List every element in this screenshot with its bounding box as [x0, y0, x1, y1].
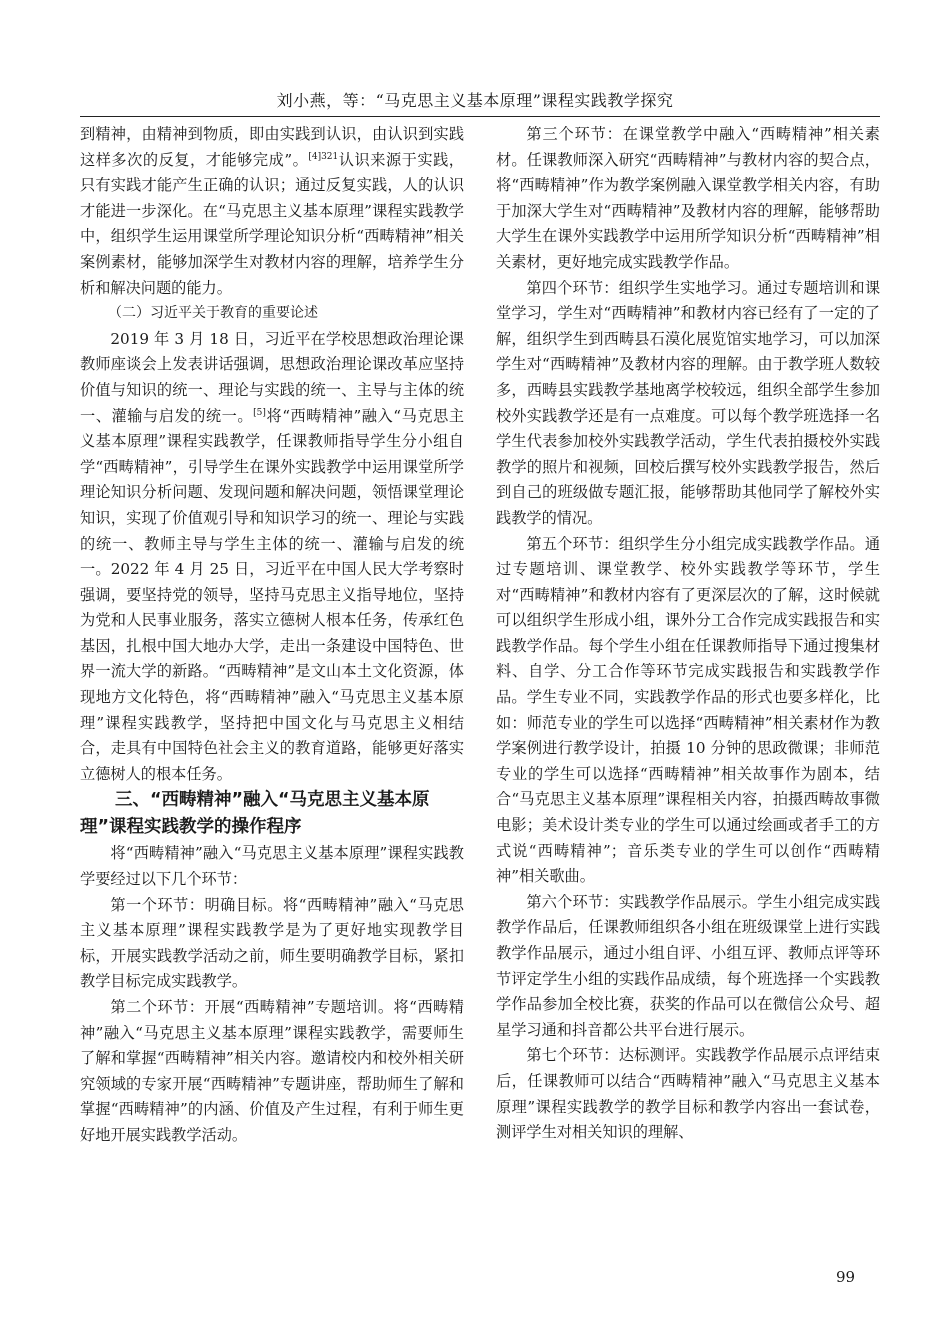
paragraph [80, 327, 464, 788]
citation-ref: [5] [253, 407, 266, 418]
subsection-heading: （二）习近平关于教育的重要论述 [108, 305, 318, 322]
left-column [80, 122, 464, 1149]
paragraph: 将“西畴精神”融入“马克思主义基本原理”课程实践教学要经过以下几个环节： [80, 844, 464, 889]
paragraph: 第六个环节：实践教学作品展示。学生小组完成实践教学作品后，任课教师组织各小组在班级课堂上进行实践教学作品展示，通过小组自评、小组互评、教师点评等环节评定学生小组的实践作品成绩，每个班选择一个实践教学作品参加全校比赛，获奖的作品可以在微信公众号、超星学习通和抖音都公共平台进行展示。 [496, 892, 880, 1039]
paragraph-text: 认识来源于实践，只有实践才能产生正确的认识；通过反复实践，人的认识才能进一步深化。在“马克思主义基本原理”课程实践教学中，组织学生运用课堂所学理论知识分析“西畴精神”相关案例素材，能够加深学生对教材内容的理解，培养学生分析和解决问题的能力。 [80, 150, 464, 297]
page-number: 99 [836, 1268, 856, 1286]
paragraph-text: 到精神，由精神到物质，即由实践到认识，由认识到实践这样多次的反复，才能够完成”。 [80, 125, 464, 169]
paragraph: 第四个环节：组织学生实地学习。通过专题培训和课堂学习，学生对“西畴精神”和教材内容已经有了一定的了解，组织学生到西畴县石漠化展览馆实地学习，可以加深学生对“西畴精神”及教材内容的理解。由于教学班人数较多，西畴县实践教学基地离学校较远，组织全部学生参加校外实践教学还是有一点难度。可以每个教学班选择一名学生代表参加校外实践教学活动，学生代表拍摄校外实践教学的照片和视频，回校后撰写校外实践教学报告，然后到自己的班级做专题汇报，能够帮助其他同学了解校外实践教学的情况。 [496, 278, 880, 527]
paragraph: 第二个环节：开展“西畴精神”专题培训。将“西畴精神”融入“马克思主义基本原理”课程实践教学，需要师生了解和掌握“西畴精神”相关内容。邀请校内和校外相关研究领域的专家开展“西畴精神”专题讲座，帮助师生了解和掌握“西畴精神”的内涵、价值及产生过程，有利于师生更好地开展实践教学活动。 [80, 998, 464, 1144]
citation-ref: [4]321 [308, 151, 339, 162]
paragraph [80, 122, 464, 301]
paragraph: 第七个环节：达标测评。实践教学作品展示点评结束后，任课教师可以结合“西畴精神”融入“马克思主义基本原理”课程实践教学的教学目标和教学内容出一套试卷，测评学生对相关知识的理解、 [496, 1046, 880, 1142]
paragraph-text: 2019 年 3 月 18 日，习近平在学校思想政治理论课教师座谈会上发表讲话强调，思想政治理论课改革应坚持价值与知识的统一、理论与实践的统一、主导与主体的统一、灌输与启发的统一。 [80, 329, 464, 425]
paragraph: 第一个环节：明确目标。将“西畴精神”融入“马克思主义基本原理”课程实践教学是为了更好地实现教学目标，开展实践教学活动之前，师生要明确教学目标，紧扣教学目标完成实践教学。 [80, 895, 464, 991]
paragraph: 第五个环节：组织学生分小组完成实践教学作品。通过专题培训、课堂教学、校外实践教学等环节，学生对“西畴精神”和教材内容有了更深层次的了解，这时候就可以组织学生形成小组，课外分工合作完成实践报告和实践教学作品。每个学生小组在任课教师指导下通过搜集材料、自学、分工合作等环节完成实践报告和实践教学作品。学生专业不同，实践教学作品的形式也要多样化，比如：师范专业的学生可以选择“西畴精神”相关素材作为教学案例进行教学设计，拍摄 10 分钟的思政微课；非师范专业的学生可以选择“西畴精神”相关故事作为剧本，结合“马克思主义基本原理”课程相关内容，拍摄西畴故事微电影；美术设计类专业的学生可以通过绘画或者手工的方式说“西畴精神”；音乐类专业的学生可以创作“西畴精神”相关歌曲。 [496, 534, 880, 886]
paragraph-text: 将“西畴精神”融入“马克思主义基本原理”课程实践教学，任课教师指导学生分小组自学“西畴精神”，引导学生在课外实践教学中运用课堂所学理论知识分析问题、发现问题和解决问题，领悟课堂理论知识，实现了价值观引导和知识学习的统一、理论与实践的统一、教师主导与学生主体的统一、灌输与启发的统一。2022 年 4 月 25 日，习近平在中国人民大学考察时强调，要坚持党的领导，坚持马克思主义指导地位，坚持为党和人民事业服务，落实立德树人根本任务，传承红色基因，扎根中国大地办大学，走出一条建设中国特色、世界一流大学的新路。“西畴精神”是文山本土文化资源，体现地方文化特色，将“西畴精神”融入“马克思主义基本原理”课程实践教学，坚持把中国文化与马克思主义相结合，走具有中国特色社会主义的教育道路，能够更好落实立德树人的根本任务。 [80, 406, 465, 783]
header-rule [80, 116, 880, 117]
paragraph: 第三个环节：在课堂教学中融入“西畴精神”相关素材。任课教师深入研究“西畴精神”与教材内容的契合点，将“西畴精神”作为教学案例融入课堂教学相关内容，有助于加深大学生对“西畴精神”及教材内容的理解，能够帮助大学生在课外实践教学中运用所学知识分析“西畴精神”相关素材，更好地完成实践教学作品。 [496, 125, 880, 271]
right-column [496, 122, 880, 1146]
section-heading: 三、“西畴精神”融入“马克思主义基本原理”课程实践教学的操作程序 [80, 790, 430, 838]
running-header: 刘小燕，等：“马克思主义基本原理”课程实践教学探究 [276, 91, 674, 110]
